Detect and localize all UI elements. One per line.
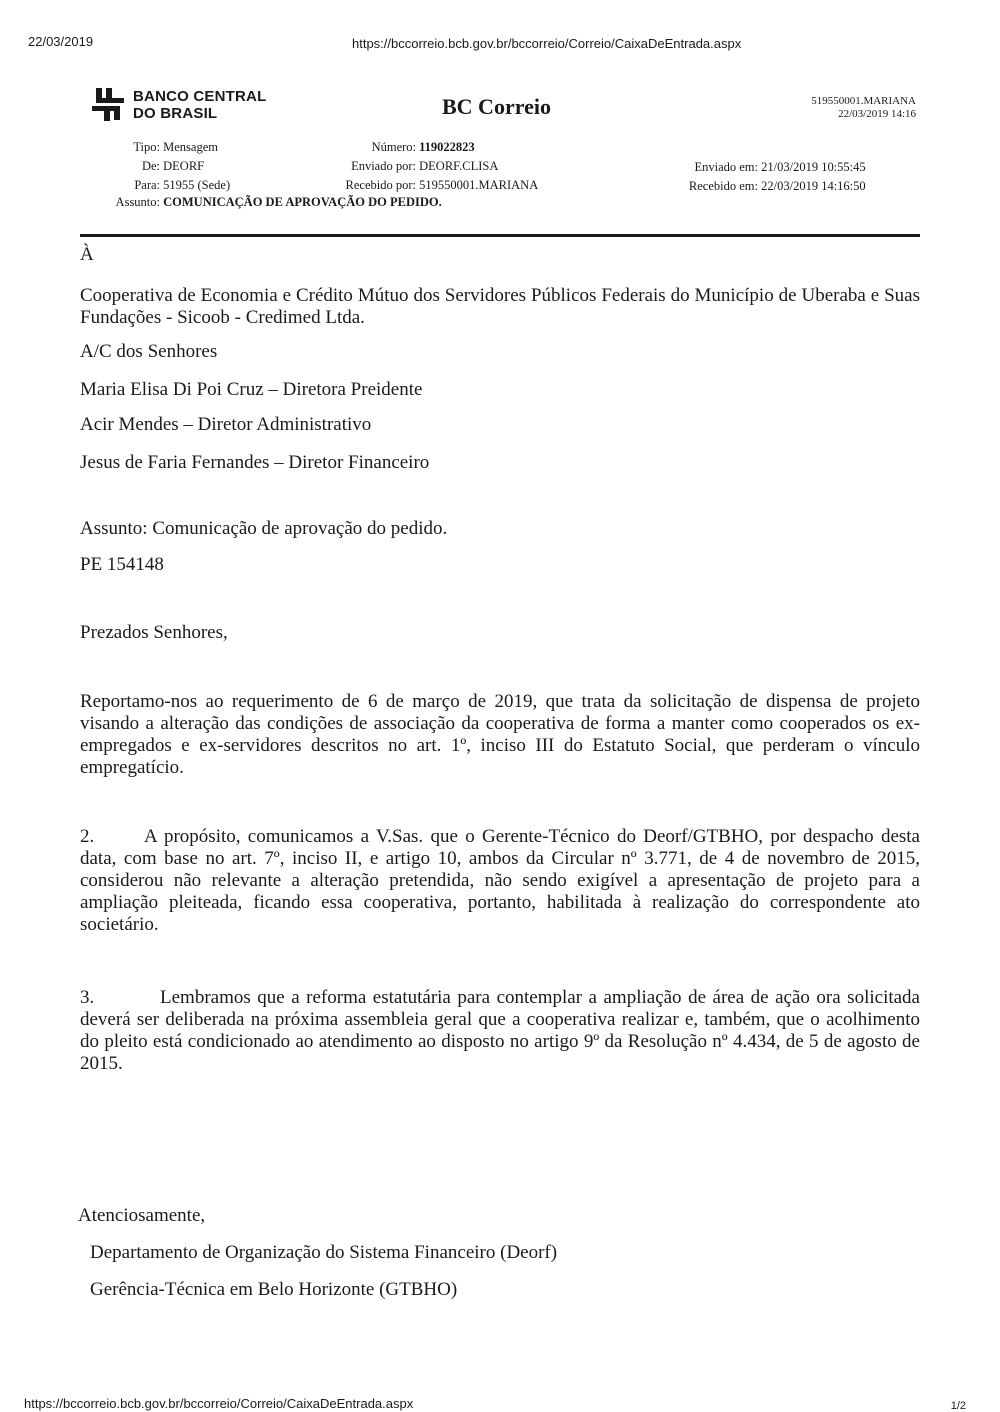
footer-url: https://bccorreio.bcb.gov.br/bccorreio/Correio/CaixaDeEntrada.aspx (24, 1396, 414, 1411)
letter-signature-2: Gerência-Técnica em Belo Horizonte (GTBHO) (90, 1279, 458, 1300)
meta-column-3 (672, 158, 866, 196)
meta-column-2 (332, 138, 538, 195)
subject-row (100, 195, 442, 210)
letter-recipient: Cooperativa de Economia e Crédito Mútuo dos Servidores Públicos Federais do Município de Uberaba e Suas Fundações - Sicoob - Credimed Ltda. (80, 285, 920, 328)
letter-paragraph-3-block (80, 987, 920, 1075)
enviado-por-label: Enviado por: (351, 159, 416, 173)
logo-line-2: DO BRASIL (133, 105, 218, 122)
app-title: BC Correio (442, 94, 551, 119)
letter-person-1: Maria Elisa Di Poi Cruz – Diretora Preidente (80, 379, 423, 400)
letter-signature-1: Departamento de Organização do Sistema Financeiro (Deorf) (90, 1242, 558, 1263)
logo-line-1: BANCO CENTRAL (133, 88, 267, 105)
letter-paragraph-3: Lembramos que a reforma estatutária para contemplar a ampliação de área de ação ora solicitada deverá ser deliberada na próxima assembleia geral que a cooperativa realizar e, também, que o acolhimento do pleito está condicionado ao atendimento ao disposto no artigo 9º da Resolução nº 4.434, de 5 de agosto de 2015. (80, 987, 920, 1074)
user-info (811, 95, 916, 121)
letter-paragraph-2: A propósito, comunicamos a V.Sas. que o Gerente-Técnico do Deorf/GTBHO, por despacho desta data, com base no art. 7º, inciso II, e artigo 10, ambos da Circular nº 3.771, de 4 de novembro de 2015, considerou não relevante a alteração pretendida, não sendo exigível a apresentação de projeto para a ampliação pleiteada, ficando essa cooperativa, portanto, habilitada à realização do correspondente ato societário. (80, 826, 920, 935)
recebido-em-value: 22/03/2019 14:16:50 (761, 179, 866, 193)
footer-page-number: 1/2 (950, 1400, 966, 1412)
para-value: 51955 (Sede) (163, 178, 231, 192)
de-label: De: (141, 159, 160, 173)
letter-person-2: Acir Mendes – Diretor Administrativo (80, 414, 372, 435)
letter-reference: PE 154148 (80, 554, 164, 575)
print-date: 22/03/2019 (28, 34, 94, 49)
letter-closing: Atenciosamente, (78, 1205, 206, 1226)
letter-paragraph-1: Reportamo-nos ao requerimento de 6 de março de 2019, que trata da solicitação de dispensa de projeto visando a alteração das condições de associação da cooperativa de forma a manter como cooperados os ex-empregados e ex-servidores descritos no art. 1º, inciso III do Estatuto Social, que perderam o vínculo empregatício. (80, 691, 920, 778)
header-divider (80, 234, 920, 237)
numero-label: Número: (371, 140, 416, 154)
assunto-value: COMUNICAÇÃO DE APROVAÇÃO DO PEDIDO. (163, 195, 442, 209)
print-url: https://bccorreio.bcb.gov.br/bccorreio/Correio/CaixaDeEntrada.aspx (352, 36, 742, 51)
letter-to: À (80, 244, 94, 265)
letter-paragraph-2-block (80, 826, 920, 936)
letter-greeting: Prezados Senhores, (80, 622, 228, 643)
logo-text (133, 88, 266, 122)
paragraph-2-number: 2. (80, 826, 95, 847)
recebido-por-value: 519550001.MARIANA (419, 178, 539, 192)
assunto-label: Assunto: (115, 195, 160, 209)
meta-column-1 (100, 138, 230, 195)
tipo-value: Mensagem (163, 140, 218, 154)
paragraph-3-number: 3. (80, 987, 95, 1008)
enviado-por-value: DEORF.CLISA (419, 159, 499, 173)
user-name: 519550001.MARIANA (811, 95, 916, 107)
letter-subject: Assunto: Comunicação de aprovação do pedido. (80, 518, 448, 539)
recebido-por-label: Recebido por: (345, 178, 416, 192)
letter-person-3: Jesus de Faria Fernandes – Diretor Financeiro (80, 452, 430, 473)
tipo-label: Tipo: (133, 140, 160, 154)
numero-value: 119022823 (419, 140, 475, 154)
letter-attention: A/C dos Senhores (80, 341, 218, 362)
recebido-em-label: Recebido em: (688, 179, 758, 193)
user-datetime: 22/03/2019 14:16 (838, 108, 916, 120)
enviado-em-value: 21/03/2019 10:55:45 (761, 160, 866, 174)
para-label: Para: (134, 178, 160, 192)
de-value: DEORF (163, 159, 205, 173)
enviado-em-label: Enviado em: (694, 160, 758, 174)
